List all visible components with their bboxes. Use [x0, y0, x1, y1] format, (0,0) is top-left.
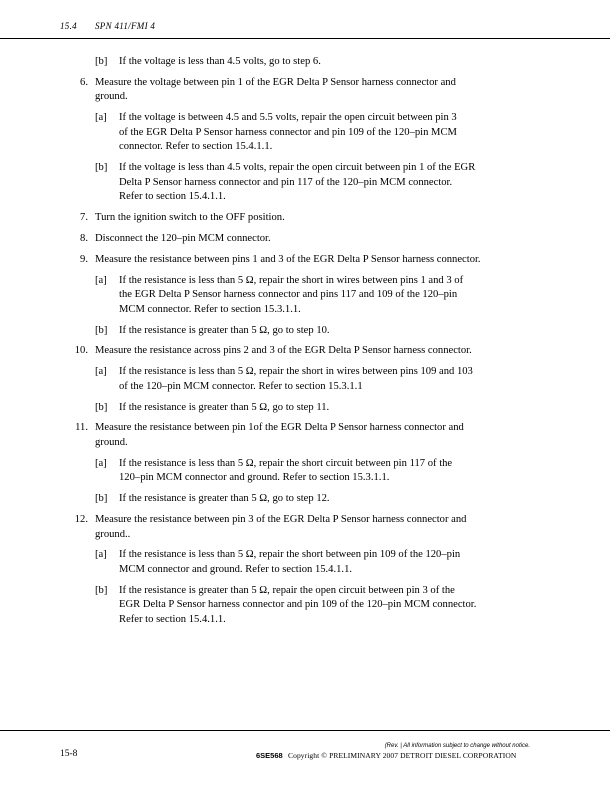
step-text-line: ground.. — [95, 528, 131, 540]
step-number: 8. — [80, 233, 88, 244]
sub-step-label: [a] — [95, 112, 107, 124]
step-text-line: ground. — [95, 91, 128, 103]
sub-step-label: [a] — [95, 457, 107, 469]
step-number: 10. — [74, 345, 88, 357]
sub-step-label: [a] — [95, 549, 107, 561]
step-text-line: If the resistance is less than 5 Ω, repair the short between pin 109 of the 120–pin — [119, 549, 461, 561]
step-text-line: 120–pin MCM connector and ground. Refer to section 15.3.1.1. — [119, 472, 390, 484]
step-text-line: If the resistance is greater than 5 Ω, repair the open circuit between pin 3 of the — [119, 584, 455, 596]
sub-step-label: [b] — [95, 584, 108, 596]
step-number: 6. — [80, 76, 88, 88]
sub-step-label: [b] — [95, 56, 108, 67]
page-header — [0, 0, 610, 32]
sub-step-label: [b] — [95, 401, 108, 413]
step-text-line: Measure the resistance between pins 1 and 3 of the EGR Delta P Sensor harness connector. — [95, 253, 481, 265]
sub-step-label: [b] — [95, 162, 108, 174]
header-title: SPN 411/FMI 4 — [95, 21, 156, 31]
step-text-line: If the voltage is between 4.5 and 5.5 volts, repair the open circuit between pin 3 — [119, 112, 457, 124]
step-text-line: Refer to section 15.4.1.1. — [119, 191, 226, 203]
step-text-line: Measure the resistance between pin 1of the EGR Delta P Sensor harness connector and — [95, 422, 464, 434]
step-text-line: Measure the resistance between pin 3 of the EGR Delta P Sensor harness connector and — [95, 514, 467, 525]
sub-step-label: [b] — [95, 324, 108, 336]
step-text-line: If the resistance is greater than 5 Ω, go to step 12. — [119, 493, 330, 505]
step-text-line: Refer to section 15.4.1.1. — [119, 614, 226, 625]
step-text-line: Turn the ignition switch to the OFF position. — [95, 212, 285, 224]
step-text-line: EGR Delta P Sensor harness connector and pin 109 of the 120–pin MCM connector. — [119, 599, 477, 611]
step-number: 9. — [80, 253, 88, 265]
step-text-line: MCM connector and ground. Refer to section 15.4.1.1. — [119, 564, 353, 575]
step-number: 7. — [80, 212, 88, 224]
copyright-text: Copyright © PRELIMINARY 2007 DETROIT DIESEL CORPORATION — [288, 751, 517, 760]
step-text-line: If the resistance is less than 5 Ω, repair the short circuit between pin 117 of the — [119, 457, 453, 469]
page-number: 15-8 — [60, 749, 78, 759]
step-text-line: Measure the voltage between pin 1 of the EGR Delta P Sensor harness connector and — [95, 76, 456, 88]
sub-step-label: [b] — [95, 493, 108, 505]
step-text-line: ground. — [95, 437, 128, 448]
footer-rule — [0, 730, 610, 731]
step-text-line: If the resistance is less than 5 Ω, repair the short in wires between pins 1 and 3 of — [119, 274, 464, 286]
step-text-line: If the resistance is greater than 5 Ω, go to step 11. — [119, 401, 330, 413]
revision-notice: (Rev. | All information subject to change without notice. — [384, 743, 530, 749]
page-footer — [0, 730, 610, 789]
step-number: 12. — [74, 514, 88, 525]
header-section-number: 15.4 — [60, 21, 77, 31]
step-text-line: of the EGR Delta P Sensor harness connector and pin 109 of the 120–pin MCM — [119, 126, 457, 138]
step-text-line: If the voltage is less than 4.5 volts, go to step 6. — [119, 56, 321, 67]
step-text-line: Delta P Sensor harness connector and pin 117 of the 120–pin MCM connector. — [119, 176, 453, 188]
document-number: 6SE568 — [256, 751, 283, 760]
header-rule — [0, 38, 610, 39]
step-text-line: If the resistance is greater than 5 Ω, go to step 10. — [119, 324, 330, 336]
step-text-line: the EGR Delta P Sensor harness connector and pins 117 and 109 of the 120–pin — [119, 289, 458, 301]
step-text-line: MCM connector. Refer to section 15.3.1.1. — [119, 303, 301, 315]
sub-step-label: [a] — [95, 366, 107, 378]
step-text-line: Disconnect the 120–pin MCM connector. — [95, 233, 271, 244]
step-number: 11. — [75, 422, 88, 434]
sub-step-label: [a] — [95, 274, 107, 286]
step-text-line: connector. Refer to section 15.4.1.1. — [119, 141, 273, 153]
step-text-line: of the 120–pin MCM connector. Refer to section 15.3.1.1 — [119, 380, 363, 392]
step-text-line: If the voltage is less than 4.5 volts, repair the open circuit between pin 1 of the EGR — [119, 162, 476, 174]
step-text-line: Measure the resistance across pins 2 and 3 of the EGR Delta P Sensor harness connector. — [95, 345, 472, 357]
step-text-line: If the resistance is less than 5 Ω, repair the short in wires between pins 109 and 103 — [119, 366, 473, 378]
